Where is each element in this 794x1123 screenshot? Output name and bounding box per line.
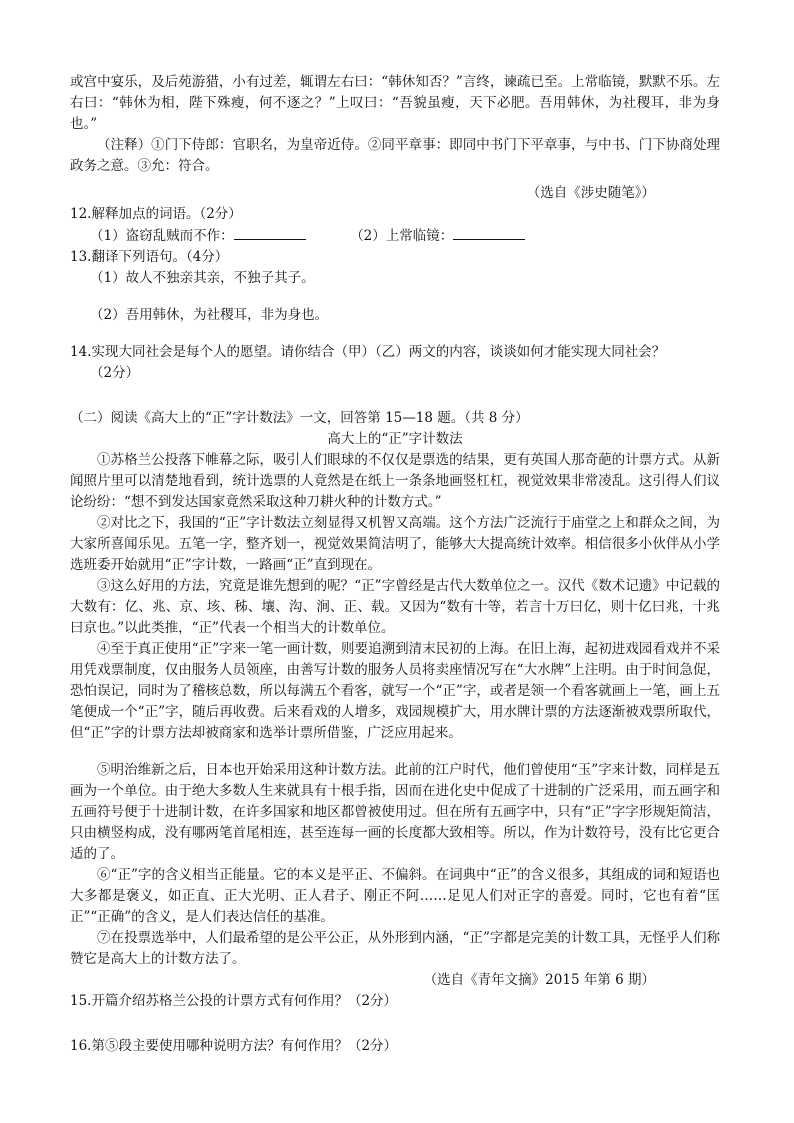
q15-stem: 15.开篇介绍苏格兰公投的计票方式有何作用？（2分）	[70, 993, 398, 1009]
passage-a-notes: （注释）①门下侍郎：官职名，为皇帝近侍。②同平章事：即同中书门下平章事，与中书、门下协商处理政务之意。③允：符合。	[70, 137, 720, 174]
passage-a-text: 或宫中宴乐，及后苑游猎，小有过差，辄谓左右曰：“韩休知否？”言终，谏疏已至。上常临镜，默默不乐。左右曰：“韩休为相，陛下殊瘦，何不逐之？”上叹曰：“吾貌虽瘦，天下必肥。吾用韩休，为社稷耳，非为身也。”	[70, 74, 720, 132]
q12-blank-2[interactable]	[453, 225, 525, 240]
article-paragraph-1: ①苏格兰公投落下帷幕之际，吸引人们眼球的不仅仅是票选的结果，更有英国人那奇葩的计票方式。从新闻照片里可以清楚地看到，统计选票的人竟然是在纸上一条条地画竖杠杠，视觉效果非常凌乱。这引得人们议论纷纷：“想不到发达国家竟然采取这种刀耕火种的计数方式。”	[70, 452, 720, 510]
q12-items	[70, 225, 720, 247]
q13-item2: （2）吾用韩休，为社稷耳，非为身也。	[90, 307, 329, 323]
article-paragraph-7: ⑦在投票选举中，人们最希望的是公平公正，从外形到内涵，“正”字都是完美的计数工具，无怪乎人们称赞它是高大上的计数方法了。	[70, 930, 720, 967]
q14-stem: 14.实现大同社会是每个人的愿望。请你结合（甲）（乙）两文的内容，谈谈如何才能实现大同社会？	[70, 344, 666, 360]
article-paragraph-3: ③这么好用的方法，究竟是谁先想到的呢？“正”字曾经是古代大数单位之一。汉代《数术记遗》中记载的大数有：亿、兆、京、垓、秭、壤、沟、涧、正、载。又因为“数有十等，若言十万曰亿，则十亿曰兆，十兆曰京也。”以此类推，“正”代表一个相当大的计数单位。	[70, 578, 720, 636]
passage-a-source: （选自《涉史随笔》）	[526, 185, 655, 201]
article-paragraph-4: ④至于真正使用“正”字来一笔一画计数，则要追溯到清末民初的上海。在旧上海，起初进戏园看戏并不采用凭戏票制度，仅由服务人员领座，由善写计数的服务人员将卖座情况写在“大水牌”上注明。由于时间急促，恐怕误记，同时为了稽核总数，所以每满五个看客，就写一个“正”字，或者是领一个看客就画上一笔，画上五笔便成一个“正”字，随后再收费。后来看戏的人增多，戏园规模扩大，用水牌计票的方法逐渐被戏票所取代，但“正”字的计票方法却被商家和选举计票所借鉴，广泛应用起来。	[70, 641, 720, 741]
article-paragraph-5: ⑤明治维新之后，日本也开始采用这种计数方法。此前的江户时代，他们曾使用“玉”字来计数，同样是五画为一个单位。由于绝大多数人生来就具有十根手指，因而在进化史中促成了十进制的广泛采用，而五画字和五画符号便于十进制计数，在许多国家和地区都曾被使用过。但在所有五画字中，只有“正”字字形规矩简洁，只由横竖构成，没有哪两笔首尾相连，甚至连每一画的长度都大致相等。所以，作为计数符号，没有比它更合适的了。	[70, 762, 720, 862]
q14-points: （2分）	[90, 365, 140, 381]
section2-heading: （二）阅读《高大上的“正”字计数法》一文，回答第 15—18 题。（共 8 分）	[70, 410, 529, 426]
article-title: 高大上的“正”字计数法	[327, 431, 463, 447]
q13-item1: （1）故人不独亲其亲，不独子其子。	[90, 270, 315, 286]
article-source: （选自《青年文摘》2015 年第 6 期）	[423, 972, 655, 988]
article-paragraph-6: ⑥“正”字的含义相当正能量。它的本义是平正、不偏斜。在词典中“正”的含义很多，其组成的词和短语也大多都是褒义，如正直、正大光明、正人君子、刚正不阿……足见人们对正字的喜爱。同时，它也有着“匡正”“正确”的含义，是人们表达信任的基准。	[70, 867, 720, 925]
q13-stem: 13.翻译下列语句。（4分）	[70, 249, 229, 265]
q12-item2: （2）上常临镜：	[350, 228, 454, 244]
article-paragraph-2: ②对比之下，我国的“正”字计数法立刻显得又机智又高端。这个方法广泛流行于庙堂之上和群众之间，为大家所喜闻乐见。五笔一字，整齐划一，视觉效果简洁明了，能够大大提高统计效率。相信很多小伙伴从小学选班委开始就用“正”字计数，一路画“正”直到现在。	[70, 515, 720, 573]
q12-blank-1[interactable]	[234, 225, 306, 240]
q12-item1: （1）盗窃乱贼而不作：	[90, 228, 234, 244]
q12-stem: 12.解释加点的词语。（2分）	[70, 206, 242, 222]
exam-page	[70, 72, 720, 1057]
q16-stem: 16.第⑤段主要使用哪种说明方法？有何作用？（2分）	[70, 1038, 398, 1054]
